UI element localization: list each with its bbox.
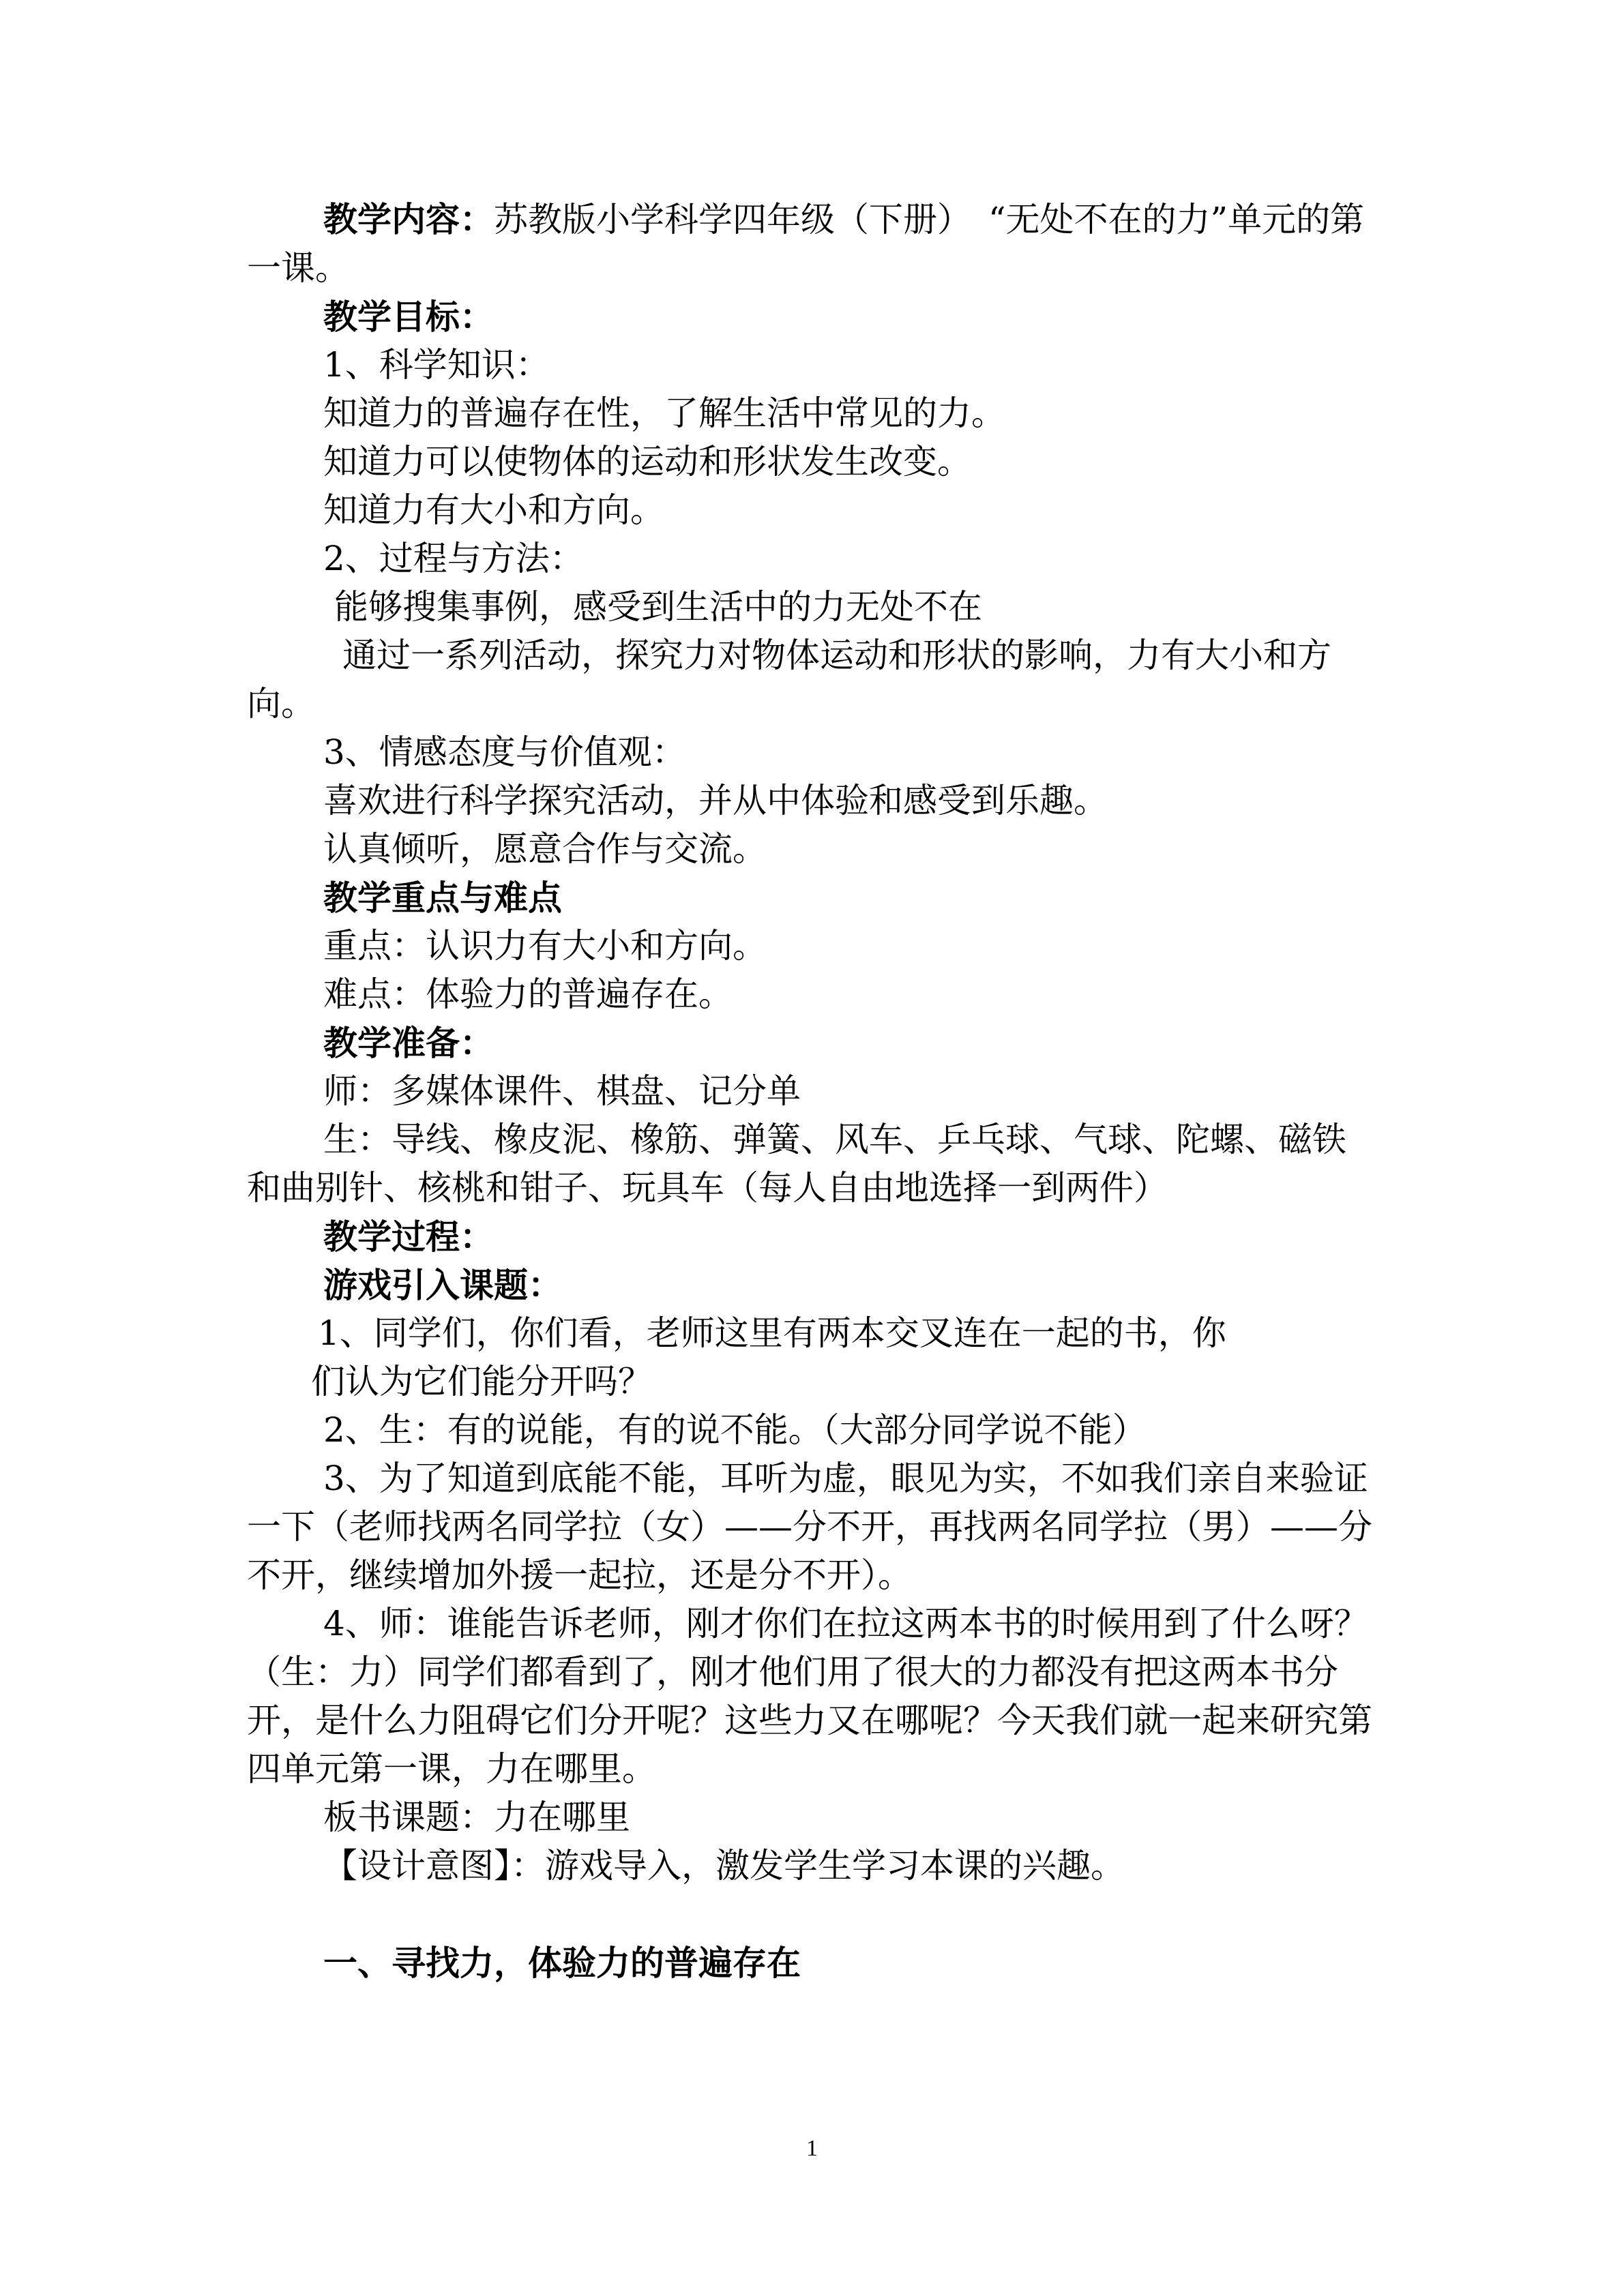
paragraph: 生：导线、橡皮泥、橡筋、弹簧、风车、乒乓球、气球、陀螺、磁铁和曲别针、核桃和钳子、玩具车（每人自由地选择一到两件）: [247, 1120, 1346, 1208]
document-body: [247, 195, 1379, 1987]
paragraph: 知道力有大小和方向。: [323, 490, 664, 530]
heading-game-intro: 游戏引入课题：: [323, 1265, 562, 1305]
paragraph: 们认为它们能分开吗？: [311, 1362, 652, 1401]
heading-key-points: 教学重点与难点: [323, 878, 562, 918]
paragraph: 1、科学知识：: [323, 345, 550, 385]
paragraph: 3、情感态度与价值观：: [323, 732, 686, 772]
paragraph: 1、同学们，你们看，老师这里有两本交叉连在一起的书，你: [318, 1313, 1226, 1353]
page-number: 1: [806, 2136, 818, 2161]
heading-teaching-process: 教学过程：: [323, 1217, 494, 1257]
paragraph: 难点：体验力的普遍存在。: [323, 974, 733, 1014]
paragraph: 喜欢进行科学探究活动，并从中体验和感受到乐趣。: [323, 781, 1108, 820]
heading-preparation: 教学准备：: [323, 1023, 494, 1063]
paragraph: 2、生：有的说能，有的说不能。（大部分同学说不能）: [323, 1410, 1147, 1450]
heading-teaching-goals: 教学目标：: [323, 297, 494, 337]
paragraph: 4、师：谁能告诉老师，刚才你们在拉这两本书的时候用到了什么呀？（生：力）同学们都看到了，刚才他们用了很大的力都没有把这两本书分开，是什么力阻碍它们分开呢？这些力又在哪呢？今天我们就一起来研究第四单元第一课，力在哪里。: [247, 1604, 1372, 1789]
paragraph: 能够搜集事例，感受到生活中的力无处不在: [334, 587, 982, 627]
paragraph-text: 苏教版小学科学四年级（下册） “无处不在的力”单元的第一课。: [247, 200, 1365, 288]
heading-label: 教学内容：: [323, 199, 494, 239]
heading-section-one: 一、寻找力，体验力的普遍存在: [323, 1943, 801, 1983]
paragraph: 知道力可以使物体的运动和形状发生改变。: [323, 442, 971, 481]
paragraph: 通过一系列活动，探究力对物体运动和形状的影响，力有大小和方向。: [247, 636, 1331, 724]
paragraph-teaching-content: [247, 195, 1379, 293]
paragraph: 重点：认识力有大小和方向。: [323, 926, 767, 966]
paragraph: 认真倾听，愿意合作与交流。: [323, 829, 767, 869]
paragraph: 【设计意图】：游戏导入，激发学生学习本课的兴趣。: [323, 1846, 1125, 1885]
paragraph: 3、为了知道到底能不能，耳听为虚，眼见为实，不如我们亲自来验证一下（老师找两名同学拉（女）——分不开，再找两名同学拉（男）——分不开，继续增加外援一起拉，还是分不开）。: [247, 1459, 1372, 1595]
paragraph: 板书课题：力在哪里: [323, 1798, 630, 1837]
paragraph: 知道力的普遍存在性，了解生活中常见的力。: [323, 393, 1005, 433]
paragraph: 师：多媒体课件、棋盘、记分单: [323, 1071, 801, 1111]
paragraph: 2、过程与方法：: [323, 539, 584, 578]
